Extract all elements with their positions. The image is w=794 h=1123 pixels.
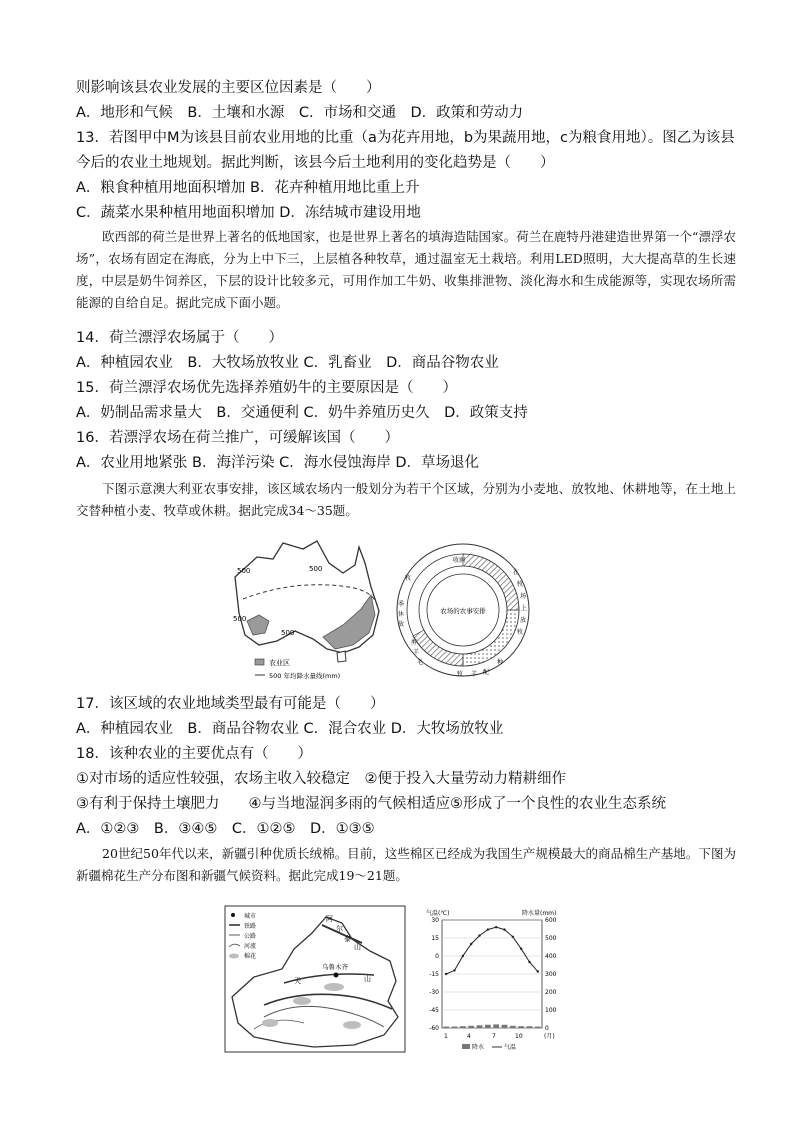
map-label: 天: [294, 977, 301, 985]
legend-precip: 降水: [472, 1044, 485, 1051]
temperature-point: [537, 970, 539, 972]
wheel-label: 上: [521, 605, 528, 612]
temperature-point: [512, 936, 514, 938]
wheel-label: 放: [398, 621, 405, 628]
passage-australia: 下图示意澳大利亚农事安排，该区域农场内一般划分为若干个区域，分别为小麦地、放牧地、休耕地等，在土地上交替种植小麦、牧草或休耕。据此完成34～35题。: [76, 481, 736, 518]
precip-bar: [477, 1025, 483, 1028]
city-marker: [334, 973, 339, 978]
passage-xinjiang: 20世纪50年代以来，新疆引种优质长绒棉。目前，这些棉区已经成为我国生产规模最大的商品棉生产基地。下图为新疆棉花生产分布图和新疆气候资料。据此完成19～21题。: [76, 846, 736, 883]
cotton-area: [262, 1019, 278, 1027]
wheel-label: 牧: [457, 671, 464, 678]
wheel-label: 休: [398, 611, 405, 618]
cotton-area: [293, 997, 311, 1005]
left-tick: -30: [429, 989, 439, 996]
answer-options: A．地形和气候 B．土壤和水源 C．市场和交通 D．政策和劳动力: [76, 105, 524, 121]
map-label: 阿: [326, 915, 333, 923]
legend-isohyet: 500 年均降水量线(mm): [269, 672, 341, 680]
passage-netherlands: 欧西部的荷兰是世界上著名的低地国家，也是世界上著名的填海造陆国家。荷兰在鹿特丹港建造世界第一个“漂浮农场”，农场有固定在海底，分为上中下三，上层植各种牧草，通过温室无土栽培。利用LED照明，大大提高草的生长速度，中层是奶牛饲养区，下层的设计比较多元，可用作加工牛奶、收集排泄物、淡化海水和生成能源等，实现农场所需能源的自给自足。据此完成下面小题。: [76, 229, 736, 310]
map-label: 山: [354, 943, 361, 951]
wheel-label: 配: [483, 669, 490, 676]
right-tick: 100: [545, 1007, 557, 1014]
temperature-point: [528, 961, 530, 963]
question-stem: 则影响该县农业发展的主要区位因素是（ ）: [76, 80, 381, 96]
map-label: 山: [364, 975, 371, 983]
map-label: 尔: [336, 925, 343, 933]
precip-bar: [485, 1025, 491, 1028]
wheel-label: 剪: [411, 639, 418, 646]
temperature-point: [503, 928, 505, 930]
precip-bar: [452, 1027, 458, 1028]
temperature-point: [487, 928, 489, 930]
left-tick: -45: [429, 1007, 439, 1014]
precip-bar: [510, 1026, 516, 1028]
legend-agri: 农业区: [269, 659, 290, 667]
right-tick: 0: [545, 1025, 549, 1032]
wheel-label: 放: [520, 617, 527, 624]
wheel-label: 羊: [413, 649, 420, 656]
isohyet-label: 500: [309, 565, 323, 573]
legend-temp: 气温: [504, 1044, 517, 1051]
cotton-area: [324, 983, 344, 991]
xinjiang-map: [224, 905, 406, 1053]
answer-options: A．种植园农业 B．商品谷物农业 C．混合农业 D．大牧场放牧业: [76, 721, 504, 737]
right-tick: 400: [545, 953, 557, 960]
right-tick: 500: [545, 935, 557, 942]
answer-options: A．①②③ B．③④⑤ C．①②⑤ D．①③⑤: [76, 821, 375, 837]
question-15: 15．荷兰漂浮农场优先选择养殖奶牛的主要原因是（ ）: [76, 380, 457, 396]
precip-bar: [535, 1027, 541, 1028]
climate-chart: [418, 906, 578, 1056]
left-tick: 30: [431, 917, 439, 924]
x-tick: 4: [467, 1033, 471, 1040]
map-label: 乌鲁木齐: [322, 963, 348, 971]
right-tick: 600: [545, 917, 557, 924]
map-label: 泰: [344, 935, 351, 943]
question-13-cont: 今后的农业土地规划。据此判断，该县今后土地利用的变化趋势是（ ）: [76, 155, 555, 171]
isohyet-label: 500: [233, 615, 247, 623]
wheel-label: 在: [513, 569, 520, 576]
answer-options: A．农业用地紧张 B．海洋污染 C．海水侵蚀海岸 D．草场退化: [76, 455, 479, 471]
left-tick: 0: [435, 953, 439, 960]
legend-city-symbol: [231, 913, 235, 917]
legend-label: 棉花: [244, 953, 257, 960]
temperature-point: [495, 926, 497, 928]
wheel-label: 收割: [453, 557, 466, 564]
legend-label: 公路: [244, 933, 257, 940]
wheel-label: 季: [398, 601, 405, 608]
isohyet-label: 500: [281, 629, 295, 637]
wheel-label: 牧: [405, 575, 412, 582]
x-tick: 1: [444, 1033, 448, 1040]
tasmania-outline: [337, 651, 346, 662]
x-tick: 10: [515, 1033, 523, 1040]
legend-label: 铁路: [244, 923, 257, 930]
australia-map: [225, 535, 385, 685]
question-16: 16．若漂浮农场在荷兰推广，可缓解该国（ ）: [76, 430, 399, 446]
left-axis-title: 气温(℃): [426, 910, 450, 917]
temperature-point: [453, 969, 455, 971]
legend-cotton-symbol: [229, 954, 239, 959]
wheel-label: 场: [520, 593, 527, 600]
right-tick: 200: [545, 989, 557, 996]
question-17: 17．该区域的农业地域类型最有可能是（ ）: [76, 696, 385, 712]
precip-bar: [443, 1027, 449, 1028]
left-tick: 15: [431, 935, 439, 942]
cotton-area: [343, 1021, 361, 1029]
wheel-label: 种: [497, 659, 504, 666]
question-18: 18．该种农业的主要优点有（ ）: [76, 746, 312, 762]
right-tick-labels: [545, 917, 557, 1032]
temperature-point: [462, 955, 464, 957]
temperature-point: [520, 948, 522, 950]
wheel-center-label: 农场的农事安排: [440, 607, 486, 615]
left-tick: -15: [429, 971, 439, 978]
legend-label: 城市: [244, 913, 257, 920]
precip-bar: [502, 1025, 508, 1028]
farm-calendar-wheel: [393, 540, 533, 680]
precip-bar: [460, 1026, 466, 1028]
left-tick: -60: [429, 1025, 439, 1032]
right-axis-title: 降水量(mm): [522, 910, 557, 917]
x-tick: 7: [492, 1033, 496, 1040]
left-tick-labels: [429, 917, 439, 1032]
temperature-point: [470, 943, 472, 945]
wheel-label: 牧: [517, 629, 524, 636]
temperature-point: [445, 973, 447, 975]
wheel-label: 羊: [471, 671, 478, 678]
statement-list: ③有利于保持土壤肥力 ④与当地湿润多雨的气候相适应⑤形成了一个良性的农业生态系统: [76, 796, 666, 812]
x-tick: (月): [544, 1033, 555, 1040]
answer-options: A．粮食种植用地面积增加 B．花卉种植用地比重上升: [76, 180, 420, 196]
isohyet-label: 500: [237, 567, 251, 575]
answer-options: C．蔬菜水果种植用地面积增加 D．冻结城市建设用地: [76, 205, 421, 221]
right-tick: 300: [545, 971, 557, 978]
wheel-label: 毛: [417, 659, 424, 666]
legend-swatch: [255, 659, 264, 665]
question-14: 14．荷兰漂浮农场属于（ ）: [76, 330, 283, 346]
temperature-point: [478, 934, 480, 936]
precip-bar: [493, 1024, 499, 1028]
wheel-label: 牧: [517, 581, 524, 588]
precip-bar: [518, 1026, 524, 1028]
question-13: 13．若图甲中M为该县目前农业用地的比重（a为花卉用地，b为果蔬用地，c为粮食用地）。图乙为该县: [76, 130, 735, 146]
precip-bar: [468, 1026, 474, 1028]
legend-label: 河流: [244, 943, 257, 950]
answer-options: A．种植园农业 B．大牧场放牧业 C．乳畜业 D．商品谷物农业: [76, 355, 499, 371]
statement-list: ①对市场的适应性较强，农场主收入较稳定 ②便于投入大量劳动力精耕细作: [76, 771, 566, 787]
legend-precip-swatch: [462, 1044, 470, 1049]
answer-options: A．奶制品需求量大 B．交通便利 C．奶牛养殖历史久 D．政策支持: [76, 405, 528, 421]
precip-bar: [527, 1026, 533, 1028]
